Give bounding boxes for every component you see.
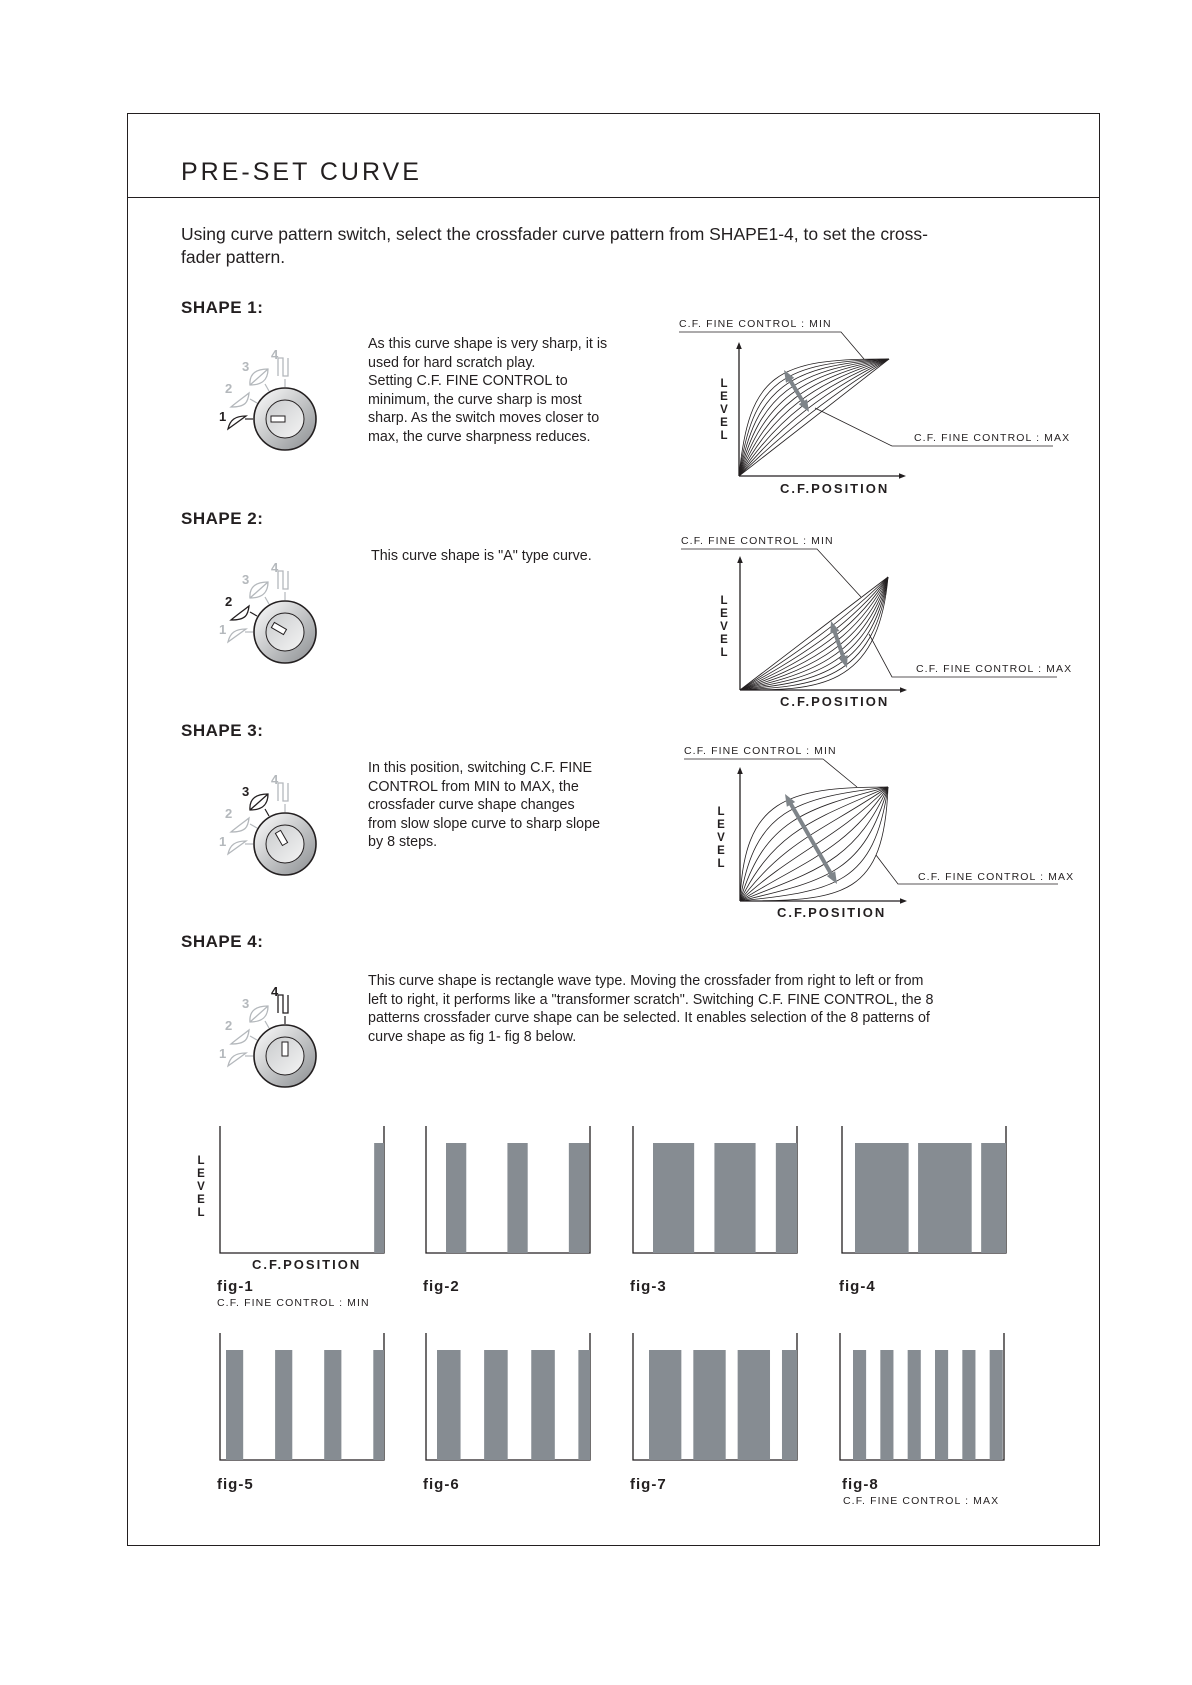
switch-tick [265,1021,269,1028]
level-bar [437,1350,461,1460]
fine-control-min-label: C.F. FINE CONTROL : MIN [681,535,834,547]
switch-position-number: 1 [219,622,227,637]
min-leader-line [684,759,857,787]
desc-line: max, the curve sharpness reduces. [368,428,591,445]
desc-line: As this curve shape is very sharp, it is [368,336,608,352]
fine-control-max-label: C.F. FINE CONTROL : MAX [914,432,1071,444]
position-axis-label: C.F.POSITION [777,905,887,920]
y-axis-arrow-icon [737,556,743,563]
figure-label: fig-4 [839,1278,876,1295]
switch-position-number: 2 [225,1018,233,1033]
desc-line: used for hard scratch play. [368,354,536,371]
rectangle-wave-icon [278,995,288,1013]
knob-pointer-icon [282,1042,288,1056]
desc-line: This curve shape is "A" type curve. [371,548,592,564]
shape-2-heading: SHAPE 2: [181,509,264,528]
level-bar [569,1143,589,1253]
level-bar [782,1350,797,1460]
figure-label: fig-8 [842,1476,879,1493]
x-axis-arrow-icon [899,473,906,479]
level-bar [776,1143,797,1253]
level-letter: V [720,621,728,633]
s-curve-icon [250,794,268,810]
switch-tick [250,399,257,403]
level-bar [918,1143,972,1253]
figure-note: C.F. FINE CONTROL : MAX [843,1495,1000,1507]
position-axis-label: C.F.POSITION [780,694,890,709]
y-axis-arrow-icon [736,342,742,349]
rectangle-wave-icon [278,358,288,376]
figure-position-axis-label: C.F.POSITION [252,1257,362,1272]
level-letter: L [717,858,725,870]
switch-tick [265,384,269,391]
s-curve-icon [250,1006,268,1022]
level-letter: E [717,819,725,831]
y-axis-arrow-icon [737,767,743,774]
switch-position-number: 4 [271,984,279,999]
level-letter: L [720,647,728,659]
desc-line: curve shape as fig 1- fig 8 below. [368,1028,577,1045]
figure-label: fig-6 [423,1476,460,1493]
figure-axes [220,1333,384,1460]
switch-position-number: 4 [271,347,279,362]
level-bar [853,1350,866,1460]
min-leader-line [679,332,864,359]
level-letter: L [720,430,728,442]
level-bar [880,1350,893,1460]
level-bar [714,1143,755,1253]
switch-tick [250,612,257,616]
level-axis-label [719,378,729,443]
position-axis-label: C.F.POSITION [780,481,890,496]
level-bar [981,1143,1006,1253]
desc-line: patterns crossfader curve shape can be selected. It enables selection of the 8 patterns of [368,1010,930,1026]
figure-label: fig-3 [630,1278,667,1295]
fine-control-max-label: C.F. FINE CONTROL : MAX [918,871,1075,883]
level-bar [484,1350,508,1460]
pointer [271,416,285,422]
x-axis-arrow-icon [900,898,907,904]
curve-line [739,359,889,476]
level-axis-label [716,806,726,871]
switch-tick [250,1036,257,1040]
figure-level-axis-label: LEVEL [197,1155,205,1219]
a-curve-icon [231,393,249,407]
level-bar [507,1143,527,1253]
shape-3-heading: SHAPE 3: [181,721,264,740]
sharp-curve-icon [228,629,246,642]
desc-line: by 8 steps. [368,834,438,850]
figure-label: fig-1 [217,1278,254,1295]
fine-control-min-label: C.F. FINE CONTROL : MIN [679,318,832,330]
desc-line: This curve shape is rectangle wave type. Moving the crossfader from right to left or from [368,973,924,989]
s-curve-icon [250,369,268,385]
switch-position-number: 2 [225,806,233,821]
sharp-curve-icon [228,841,246,854]
switch-tick [265,809,269,816]
switch-tick [265,597,269,604]
fine-control-max-label: C.F. FINE CONTROL : MAX [916,663,1073,675]
figure-axes [220,1126,384,1253]
a-curve-icon [231,606,249,620]
knob-pointer-icon [271,416,285,422]
desc-line: from slow slope curve to sharp slope [368,815,601,832]
level-letter: L [717,806,725,818]
switch-position-number: 2 [225,594,233,609]
min-leader-line [681,549,861,597]
level-letter: L [720,595,728,607]
switch-position-number: 3 [242,784,250,799]
level-bar [578,1350,590,1460]
switch-position-number: 1 [219,834,227,849]
level-letter: E [717,845,725,857]
level-bar [935,1350,948,1460]
level-axis-label [719,595,729,660]
level-bar [531,1350,555,1460]
switch-position-number: 3 [242,572,250,587]
level-letter: V [720,404,728,416]
intro-line-2: fader pattern. [181,247,286,267]
level-bar [446,1143,466,1253]
level-letter: E [720,608,728,620]
switch-position-number: 4 [271,560,279,575]
switch-position-number: 1 [219,409,227,424]
rectangle-wave-icon [278,571,288,589]
level-letter: E [720,417,728,429]
arrow-head-icon [785,794,795,807]
s-curve-icon [250,582,268,598]
level-letter: V [717,832,725,844]
page-title: PRE-SET CURVE [181,158,422,186]
switch-position-number: 2 [225,381,233,396]
switch-position-number: 3 [242,996,250,1011]
level-bar [855,1143,909,1253]
desc-line: left to right, it performs like a "transformer scratch". Switching C.F. FINE CONTROL, the 8 [368,991,934,1008]
fine-control-min-label: C.F. FINE CONTROL : MIN [684,745,837,757]
a-curve-icon [231,818,249,832]
level-bar [374,1143,384,1253]
arrow-head-icon [827,871,837,884]
shape-4-heading: SHAPE 4: [181,932,264,951]
level-bar [324,1350,341,1460]
level-bar [275,1350,292,1460]
figure-label: fig-2 [423,1278,460,1295]
adjust-arrow [789,801,833,877]
level-bar [990,1350,1003,1460]
switch-position-number: 1 [219,1046,227,1061]
level-bar [373,1350,384,1460]
level-bar [693,1350,725,1460]
shape-1-heading: SHAPE 1: [181,298,264,317]
sharp-curve-icon [228,1053,246,1066]
level-bar [649,1350,681,1460]
desc-line: Setting C.F. FINE CONTROL to [368,373,568,389]
desc-line: crossfader curve shape changes [368,797,575,813]
sharp-curve-icon [228,416,246,429]
switch-position-number: 3 [242,359,250,374]
desc-line: sharp. As the switch moves closer to [368,410,600,426]
a-curve-icon [231,1030,249,1044]
level-letter: L [720,378,728,390]
switch-position-number: 4 [271,772,279,787]
adjust-arrow [834,629,845,661]
level-letter: E [720,391,728,403]
curve-line [740,577,888,690]
desc-line: CONTROL from MIN to MAX, the [368,778,579,795]
x-axis-arrow-icon [900,687,907,693]
figure-label: fig-7 [630,1476,667,1493]
level-bar [962,1350,975,1460]
figure-note: C.F. FINE CONTROL : MIN [217,1297,370,1309]
rectangle-wave-icon [278,783,288,801]
level-bar [653,1143,694,1253]
switch-tick [250,824,257,828]
level-bar [908,1350,921,1460]
figure-label: fig-5 [217,1476,254,1493]
level-letter: E [720,634,728,646]
level-bar [226,1350,243,1460]
pointer [282,1042,288,1056]
level-bar [738,1350,770,1460]
desc-line: In this position, switching C.F. FINE [368,760,593,776]
desc-line: minimum, the curve sharp is most [368,391,582,408]
intro-line-1: Using curve pattern switch, select the crossfader curve pattern from SHAPE1-4, to set the cross- [181,224,928,244]
